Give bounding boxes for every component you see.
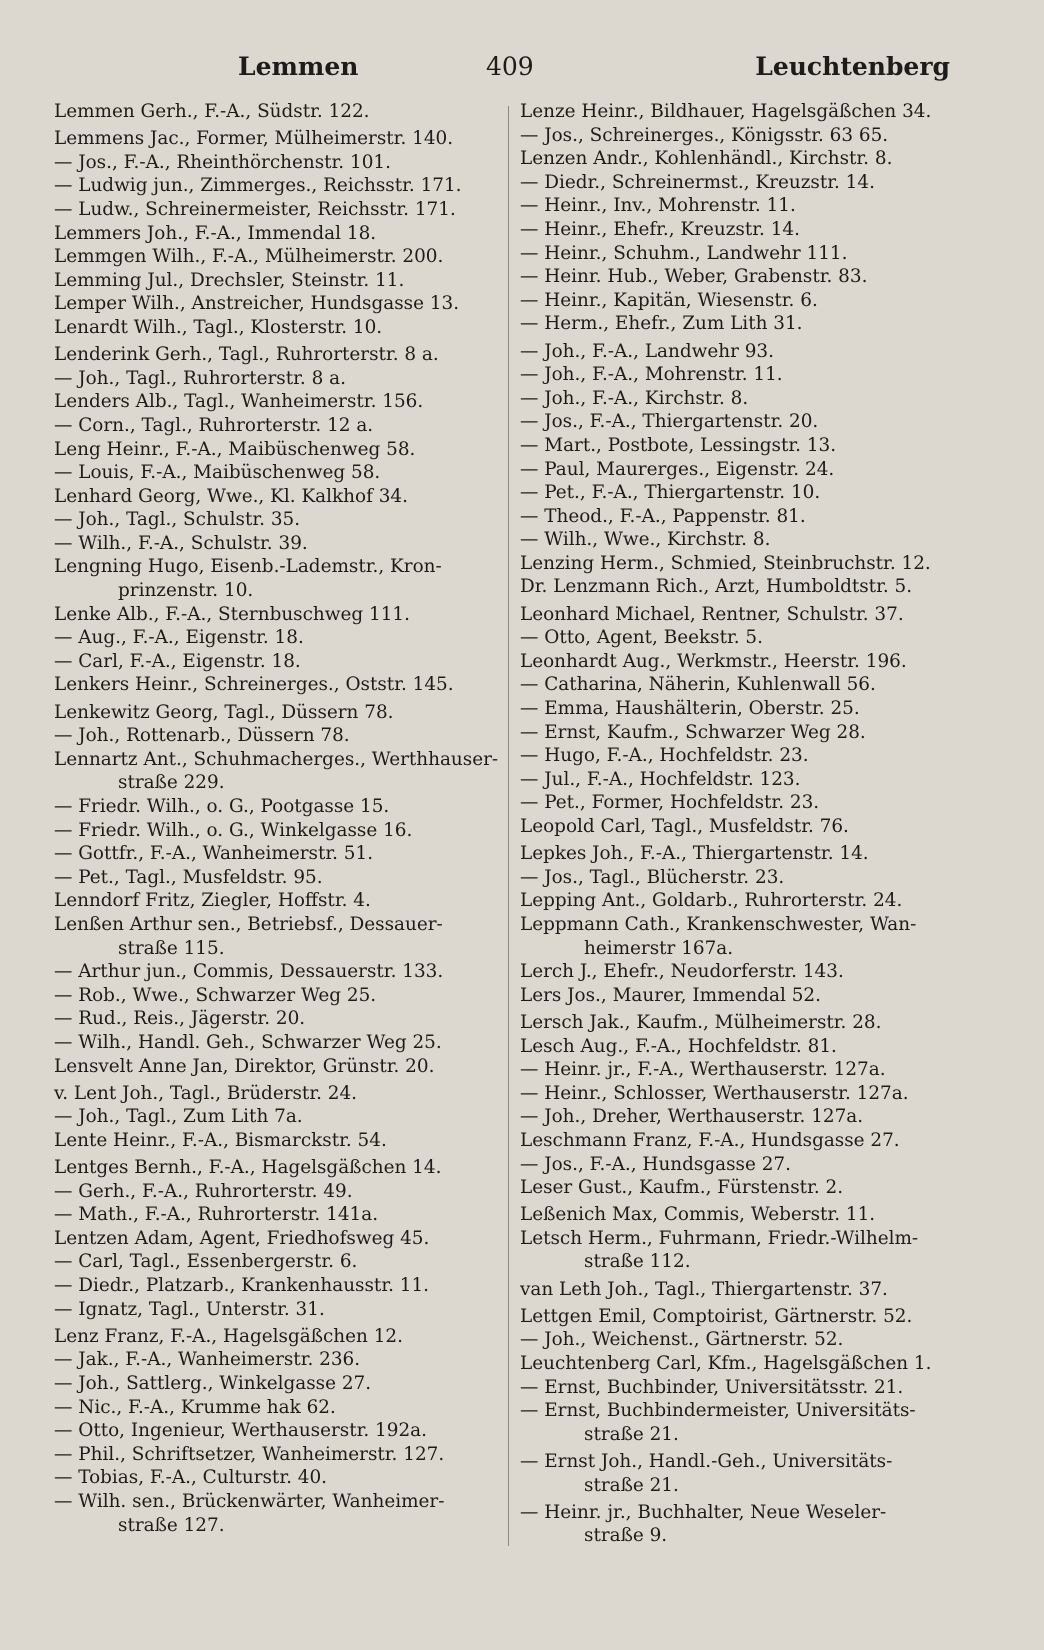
directory-entry (54, 1274, 490, 1298)
entry-continuation: prinzenstr. 10. (118, 580, 254, 602)
directory-entry (520, 1129, 950, 1153)
entry-text: — Emma, Haushälterin, Oberstr. 25. (520, 698, 860, 720)
entry-text: — Diedr., Platzarb., Krankenhausstr. 11. (54, 1275, 430, 1297)
directory-entry (54, 819, 490, 843)
entry-text: — Louis, F.-A., Maibüschenweg 58. (54, 462, 381, 484)
directory-entry (54, 1348, 490, 1372)
entry-text: Lenderink Gerh., Tagl., Ruhrorterstr. 8 a. (54, 344, 439, 366)
directory-entry (520, 1399, 950, 1446)
entry-continuation: straße 9. (584, 1525, 668, 1547)
entry-text: — Jos., F.-A., Thiergartenstr. 20. (520, 411, 819, 433)
directory-entry (54, 1466, 490, 1490)
entry-text: — Catharina, Näherin, Kuhlenwall 56. (520, 674, 876, 696)
entry-text: Lenke Alb., F.-A., Sternbuschweg 111. (54, 603, 410, 625)
directory-entry (520, 842, 950, 866)
entry-text: Lensvelt Anne Jan, Direktor, Grünstr. 20. (54, 1055, 435, 1077)
entry-text: Lengning Hugo, Eisenb.-Lademstr., Kron- (54, 556, 442, 578)
directory-entry (520, 1376, 950, 1400)
directory-entry (54, 1203, 490, 1227)
directory-entry (520, 673, 950, 697)
directory-entry (520, 289, 950, 313)
entry-text: — Ignatz, Tagl., Unterstr. 31. (54, 1298, 325, 1320)
directory-entry (54, 1325, 490, 1349)
directory-entry (54, 1443, 490, 1467)
directory-entry (54, 1372, 490, 1396)
entry-text: — Jos., Tagl., Blücherstr. 23. (520, 866, 785, 888)
entry-text: Lenzing Herm., Schmied, Steinbruchstr. 12. (520, 552, 931, 574)
directory-entry (54, 701, 490, 725)
entry-text: — Jos., Schreinerges., Königsstr. 63 65. (520, 124, 889, 146)
entry-text: — Joh., F.-A., Landwehr 93. (520, 340, 774, 362)
entry-text: Leopold Carl, Tagl., Musfeldstr. 76. (520, 816, 849, 837)
directory-entry (520, 1035, 950, 1059)
directory-entry (520, 218, 950, 242)
entry-text: Lenzen Andr., Kohlenhändl., Kirchstr. 8. (520, 148, 893, 170)
entry-text: Lenardt Wilh., Tagl., Klosterstr. 10. (54, 316, 383, 338)
entry-text: — Joh., F.-A., Kirchstr. 8. (520, 387, 749, 409)
directory-entry (520, 913, 950, 960)
directory-entry (520, 265, 950, 289)
directory-entry (54, 673, 490, 697)
entry-text: — Joh., Sattlerg., Winkelgasse 27. (54, 1373, 372, 1395)
entry-text: Lente Heinr., F.-A., Bismarckstr. 54. (54, 1129, 387, 1151)
entry-text: — Jul., F.-A., Hochfeldstr. 123. (520, 768, 801, 790)
entry-text: Lemmens Jac., Former, Mülheimerstr. 140. (54, 128, 454, 150)
entry-text: — Heinr., Kapitän, Wiesenstr. 6. (520, 289, 818, 311)
directory-entry (520, 984, 950, 1008)
entry-continuation: straße 21. (584, 1474, 679, 1496)
entry-text: Leonhard Michael, Rentner, Schulstr. 37. (520, 603, 904, 625)
directory-entry (520, 100, 950, 124)
entry-text: Lers Jos., Maurer, Immendal 52. (520, 984, 821, 1006)
left-column (54, 100, 499, 1537)
directory-entry (54, 508, 490, 532)
entry-text: Lentges Bernh., F.-A., Hagelsgäßchen 14. (54, 1157, 442, 1179)
entry-text: — Joh., Tagl., Schulstr. 35. (54, 509, 301, 531)
directory-entry (54, 1396, 490, 1420)
directory-entry (54, 127, 490, 151)
entry-text: — Ernst Joh., Handl.-Geh., Universitäts- (520, 1451, 893, 1472)
entry-text: — Heinr., Inv., Mohrenstr. 11. (520, 195, 796, 217)
directory-entry (54, 1250, 490, 1274)
entry-text: Lentzen Adam, Agent, Friedhofsweg 45. (54, 1227, 430, 1249)
directory-entry (520, 124, 950, 148)
entry-text: — Herm., Ehefr., Zum Lith 31. (520, 313, 803, 335)
entry-text: Lenßen Arthur sen., Betriebsf., Dessauer- (54, 913, 443, 935)
entry-text: — Hugo, F.-A., Hochfeldstr. 23. (520, 745, 809, 767)
directory-entry (520, 1278, 950, 1302)
directory-entry (520, 768, 950, 792)
directory-entry (520, 1058, 950, 1082)
entry-text: — Wilh. sen., Brückenwärter, Wanheimer- (54, 1491, 445, 1512)
directory-entry (520, 603, 950, 627)
directory-entry (520, 552, 950, 576)
directory-entry (520, 410, 950, 434)
directory-entry (520, 815, 950, 839)
entry-text: — Carl, F.-A., Eigenstr. 18. (54, 650, 301, 672)
directory-entry (54, 1082, 490, 1106)
directory-entry (520, 650, 950, 674)
directory-entry (520, 697, 950, 721)
entry-text: — Friedr. Wilh., o. G., Winkelgasse 16. (54, 819, 413, 841)
directory-entry (54, 913, 490, 960)
entry-text: Lenders Alb., Tagl., Wanheimerstr. 156. (54, 391, 424, 413)
directory-entry (54, 1105, 490, 1129)
directory-entry (520, 1153, 950, 1177)
entry-text: — Wilh., F.-A., Schulstr. 39. (54, 532, 308, 554)
entry-text: — Wilh., Wwe., Kirchstr. 8. (520, 529, 771, 551)
entry-text: — Carl, Tagl., Essenbergerstr. 6. (54, 1251, 358, 1273)
entry-text: Lenz Franz, F.-A., Hagelsgäßchen 12. (54, 1325, 403, 1347)
directory-entry (54, 1419, 490, 1443)
entry-text: — Ludw., Schreinermeister, Reichsstr. 171. (54, 198, 456, 220)
entry-text: Letsch Herm., Fuhrmann, Friedr.-Wilhelm- (520, 1227, 919, 1249)
entry-text: Lemmers Joh., F.-A., Immendal 18. (54, 222, 377, 244)
directory-entry (54, 151, 490, 175)
entry-text: — Pet., Tagl., Musfeldstr. 95. (54, 866, 323, 888)
entry-text: Leser Gust., Kaufm., Fürstenstr. 2. (520, 1177, 844, 1199)
entry-text: v. Lent Joh., Tagl., Brüderstr. 24. (54, 1082, 358, 1104)
entry-continuation: straße 112. (584, 1251, 691, 1273)
entry-text: — Heinr. Hub., Weber, Grabenstr. 83. (520, 266, 868, 288)
directory-entry (54, 438, 490, 462)
entry-text: Leonhardt Aug., Werkmstr., Heerstr. 196. (520, 650, 907, 672)
entry-text: — Joh., F.-A., Mohrenstr. 11. (520, 364, 783, 386)
directory-entry (520, 866, 950, 890)
entry-text: — Jak., F.-A., Wanheimerstr. 236. (54, 1349, 361, 1371)
entry-text: — Wilh., Handl. Geh., Schwarzer Weg 25. (54, 1031, 442, 1053)
column-divider (508, 106, 509, 1546)
entry-text: — Phil., Schriftsetzer, Wanheimerstr. 127. (54, 1443, 445, 1465)
directory-entry (520, 1450, 950, 1497)
directory-entry (520, 960, 950, 984)
directory-entry (54, 795, 490, 819)
entry-text: — Heinr. jr., F.-A., Werthauserstr. 127a. (520, 1059, 886, 1081)
directory-entry (520, 1501, 950, 1548)
entry-text: — Tobias, F.-A., Culturstr. 40. (54, 1467, 328, 1489)
entry-text: Leppmann Cath., Krankenschwester, Wan- (520, 913, 917, 935)
entry-text: Lepkes Joh., F.-A., Thiergartenstr. 14. (520, 843, 869, 865)
directory-entry (54, 198, 490, 222)
entry-text: — Gerh., F.-A., Ruhrorterstr. 49. (54, 1180, 353, 1202)
entry-text: — Ernst, Buchbinder, Universitätsstr. 21. (520, 1376, 904, 1398)
directory-entry (520, 721, 950, 745)
directory-entry (54, 414, 490, 438)
directory-entry (54, 1298, 490, 1322)
directory-entry (520, 1105, 950, 1129)
directory-entry (54, 532, 490, 556)
entry-text: — Aug., F.-A., Eigenstr. 18. (54, 627, 304, 649)
directory-entry (520, 340, 950, 364)
directory-entry (54, 866, 490, 890)
directory-entry (520, 458, 950, 482)
entry-text: Lemming Jul., Drechsler, Steinstr. 11. (54, 269, 405, 291)
directory-entry (520, 505, 950, 529)
entry-text: — Ludwig jun., Zimmerges., Reichsstr. 171. (54, 175, 462, 197)
directory-entry (54, 1055, 490, 1079)
directory-entry (54, 292, 490, 316)
entry-text: — Pet., Former, Hochfeldstr. 23. (520, 792, 820, 814)
entry-text: van Leth Joh., Tagl., Thiergartenstr. 37. (520, 1278, 888, 1300)
directory-entry (520, 1227, 950, 1274)
entry-continuation: heimerstr 167a. (584, 937, 734, 959)
directory-entry (54, 485, 490, 509)
entry-text: — Joh., Tagl., Ruhrorterstr. 8 a. (54, 367, 346, 389)
entry-text: — Diedr., Schreinermst., Kreuzstr. 14. (520, 171, 875, 193)
directory-entry (54, 1180, 490, 1204)
entry-text: Lersch Jak., Kaufm., Mülheimerstr. 28. (520, 1011, 882, 1033)
entry-text: Leßenich Max, Commis, Weberstr. 11. (520, 1204, 876, 1226)
entry-text: — Otto, Agent, Beekstr. 5. (520, 627, 763, 649)
page-header (52, 52, 992, 92)
directory-entry (520, 744, 950, 768)
directory-entry (520, 575, 950, 599)
entry-text: — Paul, Maurerges., Eigenstr. 24. (520, 458, 835, 480)
directory-entry (54, 461, 490, 485)
entry-text: Lemmgen Wilh., F.-A., Mülheimerstr. 200. (54, 246, 444, 268)
directory-entry (520, 312, 950, 336)
page-number: 409 (486, 52, 534, 81)
directory-entry (520, 387, 950, 411)
entry-text: Leuchtenberg Carl, Kfm., Hagelsgäßchen 1. (520, 1353, 932, 1375)
directory-entry (54, 626, 490, 650)
directory-entry (520, 1011, 950, 1035)
entry-text: Lenhard Georg, Wwe., Kl. Kalkhof 34. (54, 485, 408, 507)
directory-entry (54, 984, 490, 1008)
left-headword: Lemmen (238, 52, 359, 81)
entry-text: — Gottfr., F.-A., Wanheimerstr. 51. (54, 843, 374, 865)
directory-entry (54, 603, 490, 627)
directory-entry (54, 1007, 490, 1031)
entry-text: — Joh., Rottenarb., Düssern 78. (54, 725, 350, 747)
entry-continuation: straße 229. (118, 772, 225, 794)
entry-text: — Otto, Ingenieur, Werthauserstr. 192a. (54, 1420, 427, 1442)
entry-text: — Rob., Wwe., Schwarzer Weg 25. (54, 984, 377, 1006)
directory-entry (520, 1203, 950, 1227)
entry-text: — Jos., F.-A., Hundsgasse 27. (520, 1153, 791, 1175)
entry-text: — Mart., Postbote, Lessingstr. 13. (520, 434, 837, 456)
entry-text: — Friedr. Wilh., o. G., Pootgasse 15. (54, 796, 390, 817)
entry-text: Leschmann Franz, F.-A., Hundsgasse 27. (520, 1129, 900, 1151)
directory-entry (54, 316, 490, 340)
entry-text: — Corn., Tagl., Ruhrorterstr. 12 a. (54, 414, 374, 436)
directory-entry (520, 528, 950, 552)
entry-text: Lerch J., Ehefr., Neudorferstr. 143. (520, 961, 844, 983)
directory-entry (54, 650, 490, 674)
entry-text: — Nic., F.-A., Krumme hak 62. (54, 1396, 336, 1418)
directory-entry (520, 1305, 950, 1329)
entry-text: — Arthur jun., Commis, Dessauerstr. 133. (54, 961, 444, 983)
entry-continuation: straße 115. (118, 937, 225, 959)
entry-text: Lemper Wilh., Anstreicher, Hundsgasse 13. (54, 293, 460, 315)
directory-entry (54, 724, 490, 748)
directory-entry (520, 791, 950, 815)
entry-text: Lenndorf Fritz, Ziegler, Hoffstr. 4. (54, 890, 371, 912)
directory-entry (54, 1227, 490, 1251)
directory-entry (520, 1352, 950, 1376)
entry-text: — Rud., Reis., Jägerstr. 20. (54, 1008, 306, 1030)
entry-text: — Joh., Tagl., Zum Lith 7a. (54, 1106, 303, 1128)
directory-entry (520, 626, 950, 650)
directory-entry (54, 555, 490, 602)
entry-text: — Theod., F.-A., Pappenstr. 81. (520, 505, 806, 527)
right-headword: Leuchtenberg (755, 52, 950, 81)
directory-entry (54, 1031, 490, 1055)
directory-entry (54, 100, 490, 124)
directory-entry (520, 194, 950, 218)
entry-text: — Joh., Weichenst., Gärtnerstr. 52. (520, 1329, 844, 1351)
directory-entry (520, 481, 950, 505)
directory-entry (54, 748, 499, 795)
entry-text: Lennartz Ant., Schuhmacherges., Werthhauser- (54, 748, 499, 770)
directory-entry (54, 889, 490, 913)
directory-entry (54, 269, 490, 293)
directory-entry (520, 363, 950, 387)
entry-text: — Math., F.-A., Ruhrorterstr. 141a. (54, 1204, 379, 1226)
directory-entry (54, 1490, 490, 1537)
entry-text: Leng Heinr., F.-A., Maibüschenweg 58. (54, 438, 416, 460)
directory-entry (520, 147, 950, 171)
directory-entry (520, 242, 950, 266)
directory-entry (54, 343, 490, 367)
right-column (520, 100, 950, 1548)
directory-entry (520, 171, 950, 195)
entry-text: — Heinr., Schlosser, Werthauserstr. 127a. (520, 1082, 909, 1104)
entry-text: Lesch Aug., F.-A., Hochfeldstr. 81. (520, 1035, 837, 1057)
directory-entry (54, 842, 490, 866)
entry-text: Lenkers Heinr., Schreinerges., Oststr. 145. (54, 674, 454, 696)
entry-continuation: straße 127. (118, 1514, 225, 1536)
directory-entry (54, 222, 490, 246)
directory-entry (54, 367, 490, 391)
entry-text: Lemmen Gerh., F.-A., Südstr. 122. (54, 101, 370, 122)
entry-text: Lepping Ant., Goldarb., Ruhrorterstr. 24. (520, 890, 903, 912)
entry-text: — Pet., F.-A., Thiergartenstr. 10. (520, 482, 821, 504)
entry-text: Lettgen Emil, Comptoirist, Gärtnerstr. 52. (520, 1305, 913, 1327)
directory-entry (520, 1328, 950, 1352)
entry-text: — Ernst, Kaufm., Schwarzer Weg 28. (520, 721, 866, 743)
entry-text: Lenze Heinr., Bildhauer, Hagelsgäßchen 34. (520, 101, 932, 122)
directory-entry (520, 1082, 950, 1106)
directory-entry (520, 889, 950, 913)
entry-text: — Heinr., Ehefr., Kreuzstr. 14. (520, 218, 800, 240)
entry-text: — Heinr., Schuhm., Landwehr 111. (520, 242, 848, 264)
entry-text: — Joh., Dreher, Werthauserstr. 127a. (520, 1106, 864, 1128)
directory-entry (54, 245, 490, 269)
directory-entry (54, 1129, 490, 1153)
directory-entry (54, 960, 490, 984)
directory-entry (54, 1156, 490, 1180)
directory-entry (520, 1176, 950, 1200)
directory-entry (520, 434, 950, 458)
directory-entry (54, 390, 490, 414)
directory-entry (54, 174, 490, 198)
entry-text: — Ernst, Buchbindermeister, Universitäts- (520, 1400, 916, 1422)
entry-text: Dr. Lenzmann Rich., Arzt, Humboldtstr. 5. (520, 576, 913, 598)
entry-text: Lenkewitz Georg, Tagl., Düssern 78. (54, 701, 394, 723)
entry-text: — Heinr. jr., Buchhalter, Neue Weseler- (520, 1501, 887, 1523)
entry-text: — Jos., F.-A., Rheinthörchenstr. 101. (54, 151, 391, 173)
entry-continuation: straße 21. (584, 1423, 679, 1445)
